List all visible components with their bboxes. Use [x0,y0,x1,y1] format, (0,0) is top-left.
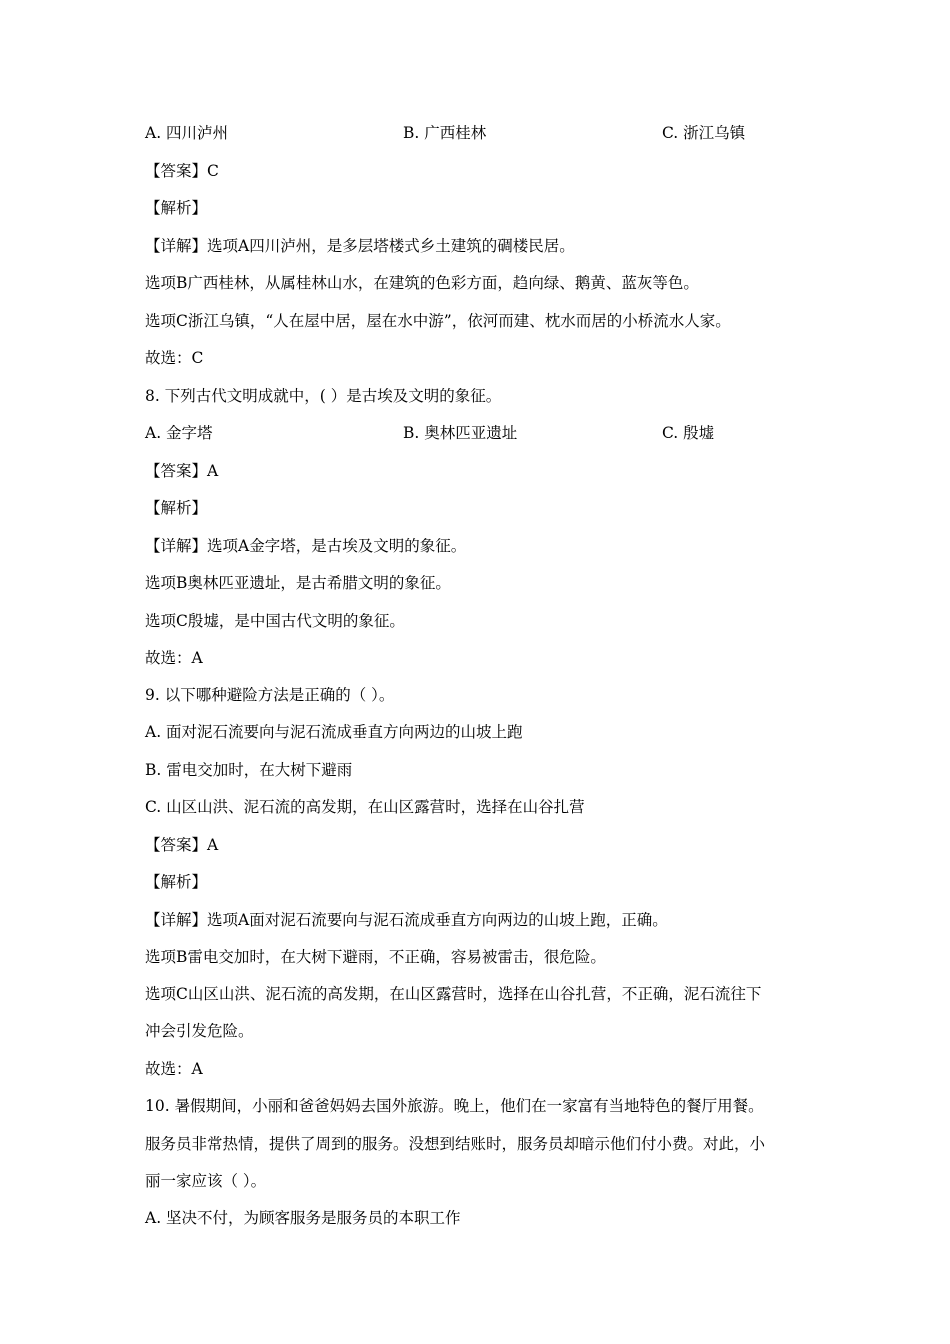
q9-detail-line: 【详解】选项A面对泥石流要向与泥石流成垂直方向两边的山坡上跑，正确。 [145,911,668,929]
q9-stem: 9. 以下哪种避险方法是正确的（ ）。 [145,686,395,704]
q8-answer: 【答案】A [145,462,219,480]
q9-option-a: A. 面对泥石流要向与泥石流成垂直方向两边的山坡上跑 [145,723,523,741]
q8-option-c: C. 殷墟 [662,424,715,442]
q9-detail-line: 选项B雷电交加时，在大树下避雨，不正确，容易被雷击，很危险。 [145,948,606,966]
q8-option-b: B. 奥林匹亚遗址 [403,424,518,442]
q9-option-c: C. 山区山洪、泥石流的高发期，在山区露营时，选择在山谷扎营 [145,798,585,816]
q7-analysis-heading: 【解析】 [145,199,208,217]
q8-conclusion: 故选：A [145,649,203,667]
q8-detail-line: 【详解】选项A金字塔，是古埃及文明的象征。 [145,537,467,555]
q9-detail-line: 冲会引发危险。 [145,1022,254,1040]
q10-stem-line: 丽一家应该（ ）。 [145,1172,267,1190]
q8-option-a: A. 金字塔 [145,424,213,442]
q9-option-b: B. 雷电交加时，在大树下避雨 [145,761,353,779]
q7-answer: 【答案】C [145,162,219,180]
q7-option-b: B. 广西桂林 [403,124,487,142]
q7-detail-line: 选项B广西桂林，从属桂林山水，在建筑的色彩方面，趋向绿、鹅黄、蓝灰等色。 [145,274,699,292]
q7-detail-line: 选项C浙江乌镇，“人在屋中居，屋在水中游”，依河而建、枕水而居的小桥流水人家。 [145,312,731,330]
q8-options-row [145,423,825,443]
q8-analysis-heading: 【解析】 [145,499,208,517]
q10-stem-line: 10. 暑假期间，小丽和爸爸妈妈去国外旅游。晚上，他们在一家富有当地特色的餐厅用餐。 [145,1097,764,1115]
q10-stem-line: 服务员非常热情，提供了周到的服务。没想到结账时，服务员却暗示他们付小费。对此，小 [145,1135,766,1153]
q8-detail-line: 选项B奥林匹亚遗址，是古希腊文明的象征。 [145,574,451,592]
q7-options-row [145,123,825,143]
q10-option-a: A. 坚决不付，为顾客服务是服务员的本职工作 [145,1209,461,1227]
q7-option-c: C. 浙江乌镇 [662,124,746,142]
q8-stem: 8. 下列古代文明成就中，( ）是古埃及文明的象征。 [145,387,502,405]
q7-detail-line: 【详解】选项A四川泸州，是多层塔楼式乡土建筑的碉楼民居。 [145,237,575,255]
q9-detail-line: 选项C山区山洪、泥石流的高发期，在山区露营时，选择在山谷扎营，不正确，泥石流往下 [145,985,762,1003]
q7-conclusion: 故选：C [145,349,204,367]
q8-detail-line: 选项C殷墟，是中国古代文明的象征。 [145,612,405,630]
q9-answer: 【答案】A [145,836,219,854]
q9-analysis-heading: 【解析】 [145,873,208,891]
q7-option-a: A. 四川泸州 [145,124,229,142]
q9-conclusion: 故选：A [145,1060,203,1078]
